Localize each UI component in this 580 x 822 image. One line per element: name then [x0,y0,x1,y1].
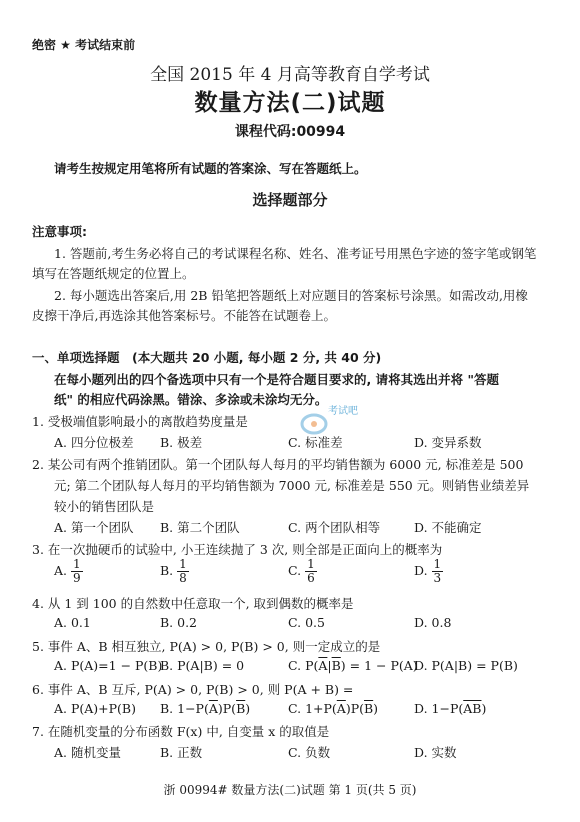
q3-option-b: B. $\frac{1}{8}$ [160,557,187,585]
q4-option-a: A. 0.1 [54,615,91,630]
q7-option-a: A. 随机变量 [54,745,121,760]
q4-option-c: C. 0.5 [288,615,325,630]
q1-option-a: A. 四分位极差 [54,435,134,450]
q6-option-b: B. $1-P(\overline{A})P(\overline{B})$ [160,701,251,716]
course-code: 课程代码:00994 [234,124,346,140]
q5-option-c: C. $P(\overline{A}|\overline{B}) = 1 - P(A)$ [288,658,418,673]
q3-option-c: C. $\frac{1}{6}$ [288,557,315,585]
q3-option-a: A. $\frac{1}{9}$ [54,557,81,585]
q3-c-fraction: $\frac{1}{6}$ [307,557,315,585]
note-2-line2: 皮擦干净后,再选涂其他答案标号。不能答在试题卷上。 [32,308,336,323]
q2-option-c: C. 两个团队相等 [288,520,381,535]
q1-option-d: D. 变异系数 [414,435,482,450]
q6-stem: 6. 事件 A、B 互斥, P(A) > 0, P(B) > 0, 则 P(A + B) = [32,682,354,697]
part1-desc-line1: 在每小题列出的四个备选项中只有一个是符合题目要求的, 请将其选出并将 "答题 [54,372,499,387]
q4-option-d: D. 0.8 [414,615,452,630]
q2-option-b: B. 第二个团队 [160,520,240,535]
q3-a-fraction: $\frac{1}{9}$ [73,557,81,585]
section-title: 选择题部分 [252,191,328,209]
q6-option-d: D. $1-P(\overline{AB})$ [414,701,487,716]
instruction: 请考生按规定用笔将所有试题的答案涂、写在答题纸上。 [54,161,367,176]
secret-label: 绝密 ★ 考试结束前 [32,38,136,52]
q2-stem-line2: 元; 第二个团队每人每月的平均销售额为 7000 元, 标准差是 550 元。则销售业绩差异 [54,478,530,493]
q5-stem: 5. 事件 A、B 相互独立, P(A) > 0, P(B) > 0, 则一定成立的是 [32,639,381,654]
part1-heading: 一、单项选择题 (本大题共 20 小题, 每小题 2 分, 共 40 分) [32,350,382,365]
notes-heading: 注意事项: [32,224,87,239]
part1-desc-line2: 纸" 的相应代码涂黑。错涂、多涂或未涂均无分。 [54,392,328,407]
note-1-line2: 填写在答题纸规定的位置上。 [32,266,195,281]
q1-stem: 1. 受极端值影响最小的离散趋势度量是 [32,414,248,429]
page-footer: 浙 00994# 数量方法(二)试题 第 1 页(共 5 页) [163,783,417,797]
q5-option-a: A. P(A)=1 − P(B) [54,658,163,673]
q7-stem: 7. 在随机变量的分布函数 F(x) 中, 自变量 x 的取值是 [32,724,330,739]
q7-option-c: C. 负数 [288,745,331,760]
q2-option-d: D. 不能确定 [414,520,482,535]
q3-stem: 3. 在一次抛硬币的试验中, 小王连续抛了 3 次, 则全部是正面向上的概率为 [32,542,443,557]
q4-option-b: B. 0.2 [160,615,198,630]
q6-option-c: C. $1+P(\overline{A})P(\overline{B})$ [288,701,379,716]
q1-option-c: C. 标准差 [288,435,343,450]
watermark-text: 考试吧 [328,406,358,417]
q3-option-d: D. $\frac{1}{3}$ [414,557,442,585]
note-2-line1: 2. 每小题选出答案后,用 2B 铅笔把答题纸上对应题目的答案标号涂黑。如需改动,用橡 [54,288,528,303]
q5-option-b: B. P(A|B) = 0 [160,658,245,673]
q7-option-b: B. 正数 [160,745,203,760]
q2-option-a: A. 第一个团队 [54,520,134,535]
q6-option-a: A. P(A)+P(B) [54,701,136,716]
q7-option-d: D. 实数 [414,745,457,760]
q1-option-b: B. 极差 [160,435,203,450]
q4-stem: 4. 从 1 到 100 的自然数中任意取一个, 取到偶数的概率是 [32,596,354,611]
page-title: 数量方法(二)试题 [194,90,386,116]
exam-title: 全国 2015 年 4 月高等教育自学考试 [150,65,430,85]
q2-stem-line1: 2. 某公司有两个推销团队。第一个团队每人每月的平均销售额为 6000 元, 标准差是 500 [32,457,524,472]
q3-b-fraction: $\frac{1}{8}$ [179,557,187,585]
q5-option-d: D. P(A|B) = P(B) [414,658,518,673]
q3-d-fraction: $\frac{1}{3}$ [433,557,442,585]
q2-stem-line3: 较小的销售团队是 [54,499,155,514]
note-1-line1: 1. 答题前,考生务必将自己的考试课程名称、姓名、准考证号用黑色字迹的签字笔或钢笔 [54,246,537,261]
